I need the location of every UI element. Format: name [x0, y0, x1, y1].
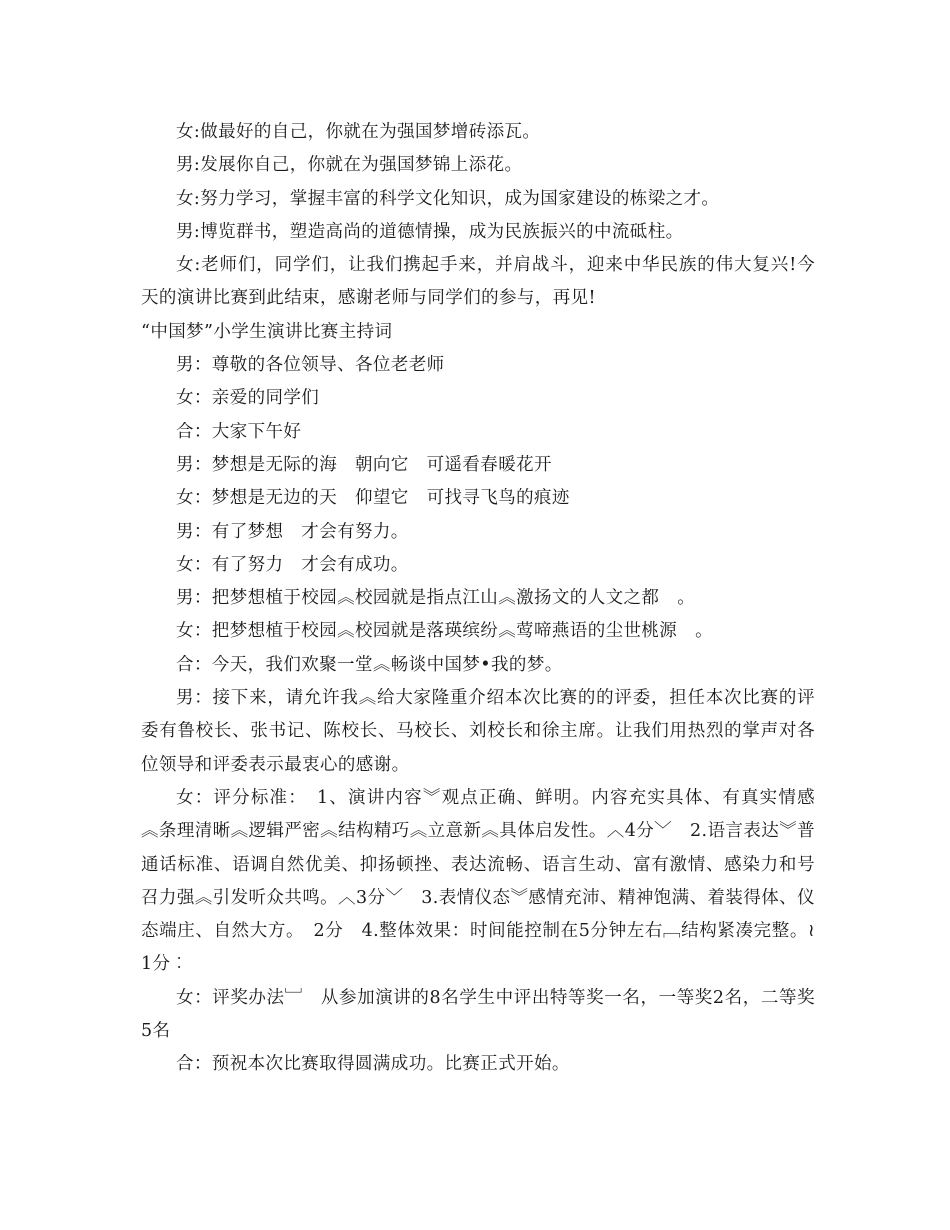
script-line: 男:发展你自己，你就在为强国梦锦上添花。	[176, 155, 523, 176]
script-line: 女：梦想是无边的天 仰望它 可找寻飞鸟的痕迹	[176, 488, 570, 509]
document-body	[141, 116, 815, 1082]
script-line: 男：有了梦想 才会有努力。	[176, 521, 409, 542]
script-line: 女：把梦想植于校园︽校园就是落瑛缤纷︽莺啼燕语的尘世桃源 。	[176, 621, 713, 642]
script-line: 女：评分标准： 1、演讲内容︾观点正确、鲜明。内容充实具体、有真实情感︽条理清晰︽逻辑严密︽结构精巧︽立意新︽具体启发性。︿4分﹀ 2.语言表达︾普通话标准、语调自然优美、抑扬顿挫、表达流畅、语言生动、富有激情、感染力和号召力强︽引发听众共鸣。︿3分﹀ 3.表情仪态︾感情充沛、精神饱满、着装得体、仪态端庄、自然大方。 2分 4.整体效果：时间能控制在5分钟左右﹇结构紧凑完整。≀1分︰	[141, 787, 815, 975]
script-line: 女:老师们，同学们，让我们携起手来，并肩战斗，迎来中华民族的伟大复兴!今天的演讲比赛到此结束，感谢老师与同学们的参与，再见!	[141, 255, 815, 309]
section-title: “中国梦”小学生演讲比赛主持词	[141, 321, 393, 342]
script-line: 女：评奖办法﹈ 从参加演讲的8名学生中评出特等奖一名，一等奖2名，二等奖5名	[141, 987, 815, 1042]
script-line: 合：今天，我们欢聚一堂︽畅谈中国梦•我的梦。	[176, 654, 563, 675]
script-line: 男：梦想是无际的海 朝向它 可遥看春暖花开	[176, 454, 552, 475]
script-line: 合：预祝本次比赛取得圆满成功。比赛正式开始。	[176, 1054, 570, 1075]
script-line: 女:做最好的自己，你就在为强国梦增砖添瓦。	[176, 122, 541, 142]
script-line: 女：有了努力 才会有成功。	[176, 554, 409, 575]
script-line: 合：大家下午好	[176, 421, 302, 442]
script-line: 女：亲爱的同学们	[176, 388, 320, 409]
script-line: 女:努力学习，掌握丰富的科学文化知识，成为国家建设的栋梁之才。	[176, 188, 720, 209]
script-line: 男：把梦想植于校园︽校园就是指点江山︽激扬文的人文之都 。	[176, 588, 696, 609]
script-line: 男：尊敬的各位领导、各位老老师	[176, 355, 445, 376]
script-line: 男:博览群书，塑造高尚的道德情操，成为民族振兴的中流砥柱。	[176, 221, 684, 242]
script-line: 男：接下来，请允许我︽给大家隆重介绍本次比赛的的评委，担任本次比赛的评委有鲁校长、张书记、陈校长、马校长、刘校长和徐主席。让我们用热烈的掌声对各位领导和评委表示最衷心的感谢。	[141, 688, 815, 775]
